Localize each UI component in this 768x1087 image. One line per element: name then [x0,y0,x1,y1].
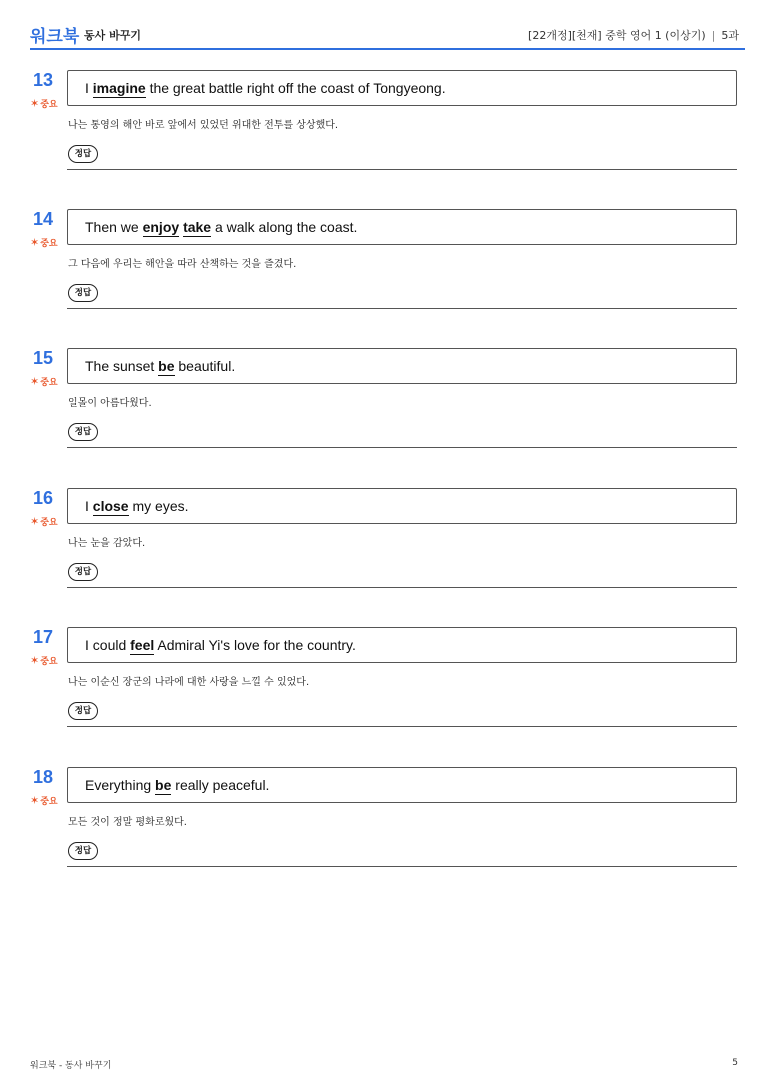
answer-line [67,726,737,727]
korean-translation: 그 다음에 우리는 해안을 따라 산책하는 것을 즐겼다. [68,259,297,270]
sentence-text: beautiful. [174,358,236,374]
target-verb: feel [130,637,155,653]
sentence-text: really peaceful. [171,777,270,793]
sentence-text: I [85,498,93,514]
answer-button[interactable]: 정답 [68,423,98,441]
brand-title: 워크북 [30,27,80,47]
star-icon: ✶ [30,515,40,528]
important-badge [30,654,58,667]
answer-button[interactable]: 정답 [68,842,98,860]
important-badge [30,97,58,110]
sentence [85,219,357,235]
answer-button[interactable]: 정답 [68,284,98,302]
target-verb: be [158,358,175,374]
target-verb: be [155,777,172,793]
question-number: 15 [33,348,54,368]
korean-translation: 나는 통영의 해안 바로 앞에서 있었던 위대한 전투를 상상했다. [68,120,339,131]
important-label: 중요 [40,657,58,667]
answer-line [67,308,737,309]
star-icon: ✶ [30,654,40,667]
sentence [85,498,189,514]
korean-translation: 나는 이순신 장군의 나라에 대한 사랑을 느낄 수 있었다. [68,677,310,688]
answer-line [67,587,737,588]
answer-line [67,866,737,867]
korean-translation: 일몰이 아름다웠다. [68,398,152,409]
sentence-box [67,348,737,384]
important-label: 중요 [40,797,58,807]
answer-button[interactable]: 정답 [68,702,98,720]
question-number: 18 [33,767,54,787]
question-item [0,70,768,180]
sentence-text: The sunset [85,358,159,374]
important-badge [30,794,58,807]
book-info [528,27,739,43]
question-number: 17 [33,627,54,647]
sentence-text: Then we [85,219,143,235]
worksheet-subtitle: 동사 바꾸기 [84,29,141,42]
question-item [0,627,768,737]
answer-line [67,169,737,170]
sentence-text: Everything [85,777,156,793]
important-badge [30,375,58,388]
target-verb: imagine [92,80,146,96]
star-icon: ✶ [30,97,40,110]
sentence [85,637,356,653]
page-header [30,18,745,50]
sentence [85,80,446,96]
target-verb: take [183,219,212,235]
lesson-label: 5과 [721,29,739,42]
question-item [0,488,768,598]
sentence [85,777,269,793]
sentence-box [67,767,737,803]
question-item [0,348,768,458]
star-icon: ✶ [30,794,40,807]
question-item [0,767,768,877]
important-label: 중요 [40,518,58,528]
sentence-box [67,488,737,524]
sentence-text: the great battle right off the coast of Tongyeong. [145,80,446,96]
sentence-text: Admiral Yi's love for the country. [154,637,356,653]
sentence-text: I [85,80,93,96]
star-icon: ✶ [30,375,40,388]
question-number: 13 [33,70,54,90]
sentence-box [67,209,737,245]
header-separator: | [711,29,716,42]
sentence [85,358,235,374]
question-item [0,209,768,319]
answer-button[interactable]: 정답 [68,145,98,163]
answer-line [67,447,737,448]
page-number: 5 [732,1058,738,1068]
question-number: 14 [33,209,54,229]
book-title: [22개정][천재] 중학 영어 1 (이상기) [528,29,706,42]
important-label: 중요 [40,100,58,110]
korean-translation: 나는 눈을 감았다. [68,538,146,549]
important-label: 중요 [40,378,58,388]
sentence-text: a walk along the coast. [211,219,358,235]
important-badge [30,515,58,528]
sentence-box [67,627,737,663]
korean-translation: 모든 것이 정말 평화로웠다. [68,817,187,828]
footer-title: 워크북 - 동사 바꾸기 [30,1061,112,1071]
star-icon: ✶ [30,236,40,249]
answer-button[interactable]: 정답 [68,563,98,581]
sentence-text: I could [85,637,131,653]
sentence-text: my eyes. [128,498,189,514]
target-verb: enjoy [142,219,180,235]
sentence-box [67,70,737,106]
question-number: 16 [33,488,54,508]
important-badge [30,236,58,249]
important-label: 중요 [40,239,58,249]
target-verb: close [92,498,129,514]
